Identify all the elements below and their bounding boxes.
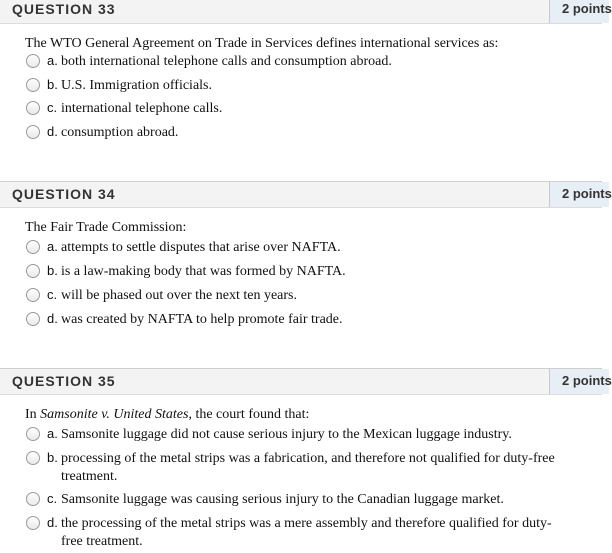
radio-button[interactable] <box>26 54 40 68</box>
option-text: the processing of the metal strips was a mere assembly and therefore qualified for duty-free treatment. <box>61 516 552 549</box>
points-badge: 2 points <box>549 182 609 207</box>
option-text: attempts to settle disputes that arise over NAFTA. <box>61 240 341 255</box>
case-name: Samsonite v. United States <box>40 407 189 422</box>
prompt-text: In <box>25 407 41 422</box>
radio-button[interactable] <box>26 492 40 506</box>
question-prompt: The WTO General Agreement on Trade in Services defines international services as: <box>25 36 499 51</box>
question-title: QUESTION 34 <box>12 186 116 202</box>
radio-button[interactable] <box>26 125 40 139</box>
option-text: consumption abroad. <box>61 125 179 140</box>
radio-button[interactable] <box>26 264 40 278</box>
radio-button[interactable] <box>26 427 40 441</box>
option-letter: a. <box>47 426 58 441</box>
option-text: both international telephone calls and consumption abroad. <box>61 54 392 69</box>
radio-button[interactable] <box>26 101 40 115</box>
option-text: U.S. Immigration officials. <box>61 78 212 93</box>
option-text: Samsonite luggage did not cause serious injury to the Mexican luggage industry. <box>61 427 512 442</box>
option-text: processing of the metal strips was a fabrication, and therefore not qualified for duty-free treatment. <box>61 451 555 484</box>
option-letter: d. <box>47 311 58 326</box>
option-letter: b. <box>47 263 58 278</box>
points-badge: 2 points <box>549 369 609 394</box>
option-letter: c. <box>47 491 58 506</box>
radio-button[interactable] <box>26 312 40 326</box>
radio-button[interactable] <box>26 451 40 465</box>
question-prompt: The Fair Trade Commission: <box>25 220 187 235</box>
question-title: QUESTION 33 <box>12 1 116 17</box>
option-letter: d. <box>47 515 58 530</box>
option-text: was created by NAFTA to help promote fair trade. <box>61 312 343 327</box>
question-prompt <box>25 407 309 423</box>
option-letter: d. <box>47 124 58 139</box>
question-title: QUESTION 35 <box>12 373 116 389</box>
question-33-header <box>0 0 612 24</box>
question-34-header <box>0 181 612 208</box>
option-letter: a. <box>47 239 58 254</box>
option-letter: b. <box>47 450 58 465</box>
option-text: is a law-making body that was formed by NAFTA. <box>61 264 346 279</box>
option-letter: b. <box>47 77 58 92</box>
radio-button[interactable] <box>26 288 40 302</box>
radio-button[interactable] <box>26 516 40 530</box>
points-badge: 2 points <box>549 0 609 23</box>
option-letter: a. <box>47 53 58 68</box>
option-text: will be phased out over the next ten years. <box>61 288 297 303</box>
option-letter: c. <box>47 287 58 302</box>
radio-button[interactable] <box>26 240 40 254</box>
prompt-text: , the court found that: <box>188 407 310 422</box>
option-letter: c. <box>47 100 58 115</box>
option-text: international telephone calls. <box>61 101 223 116</box>
question-35-header <box>0 368 612 395</box>
option-text: Samsonite luggage was causing serious injury to the Canadian luggage market. <box>61 492 504 507</box>
radio-button[interactable] <box>26 78 40 92</box>
